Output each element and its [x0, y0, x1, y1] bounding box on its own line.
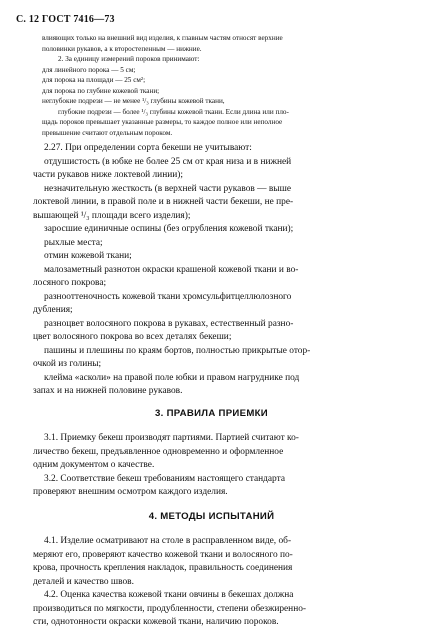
text-line: запах и на нижней половине рукавов.: [33, 386, 183, 396]
text-line: глубокие подрези — более ¹/₃ глубины кожевой ткани. Если длина или пло-: [58, 107, 289, 116]
text-line: малозаметный разнотон окраски крашеной кожевой ткани и во-: [44, 264, 299, 275]
text-line: производиться по мягкости, продубленности, степени обезжиренно-: [33, 603, 307, 614]
text-line: очкой из голины;: [33, 359, 102, 369]
text-line: одним документом о качестве.: [33, 460, 155, 470]
text-line: пашины и плешины по краям бортов, полностью прикрытые отор-: [44, 345, 311, 356]
text-line: для порока по глубине кожевой ткани;: [42, 86, 160, 95]
text-line: клейма «асколи» на правой поле юбки и правом нагруднике под: [44, 372, 300, 383]
text-line: разнооттеночность кожевой ткани хромсульфитцеллюлозного: [44, 291, 292, 302]
text-line: разноцвет волосяного покрова в рукавах, естественный разно-: [44, 318, 294, 329]
text-line: 2. За единицу измерений пороков принимают:: [58, 55, 200, 63]
text-line: цвет волосяного покрова во всех деталях бекеши;: [33, 332, 232, 342]
text-line: проверяют внешним осмотром каждого изделия.: [33, 487, 228, 497]
text-line: половинки рукавов, а к второстепенным — нижние.: [42, 44, 202, 53]
intro-notes: [0, 33, 423, 138]
section-4-body: [0, 535, 423, 630]
text-line: части рукавов ниже локтевой линии);: [33, 170, 183, 180]
text-line: меряют его, проверяют качество кожевой ткани и волосяного по-: [33, 549, 293, 560]
section-3-body: [0, 432, 423, 500]
text-line: вышающей ¹/₃ площади всего изделия);: [33, 210, 191, 221]
text-line: 4.1. Изделие осматривают на столе в расправленном виде, об-: [44, 536, 292, 546]
page-header: С. 12 ГОСТ 7416—73: [16, 14, 115, 25]
text-line: отмин кожевой ткани;: [44, 251, 132, 261]
text-line: неглубокие подрези — не менее ¹/₃ глубины кожевой ткани,: [42, 97, 225, 105]
paragraph-2-27: [0, 142, 423, 399]
section-3-title: 3. ПРАВИЛА ПРИЕМКИ: [155, 408, 268, 419]
text-line: личество бекеш, предъявленное одновременно и оформленное: [33, 446, 284, 457]
text-line: 4.2. Оценка качества кожевой ткани овчины в бекешах должна: [44, 590, 294, 600]
text-line: крова, прочность крепления накладок, правильность соединения: [33, 563, 293, 573]
text-line: сти, однотонности окраски кожевой ткани, наличию пороков.: [33, 617, 279, 627]
text-line: лосяного покрова;: [33, 278, 107, 288]
text-line: локтевой линии, в правой поле и в нижней части бекеши, не пре-: [33, 197, 294, 207]
text-line: влияющих только на внешний вид изделия, к главным частям относят верхние: [42, 34, 283, 42]
text-line: превышение считают отдельным пороком.: [42, 128, 173, 137]
text-line: незначительную жесткость (в верхней части рукавов — выше: [44, 183, 291, 194]
text-line: 3.1. Приемку бекеш производят партиями. Партией считают ко-: [44, 433, 299, 443]
section-4-title: 4. МЕТОДЫ ИСПЫТАНИЙ: [148, 511, 275, 522]
text-line: для линейного порока — 5 см;: [42, 65, 136, 74]
text-line: дубления;: [33, 305, 73, 315]
text-line: щадь пороков превышает указанные размеры, то каждое полное или неполное: [42, 118, 283, 126]
text-line: рыхлые места;: [44, 237, 103, 248]
text-line: отдушистость (в юбке не более 25 см от края низа и в нижней: [44, 156, 292, 167]
text-line: для порока на площади — 25 см²;: [42, 76, 146, 84]
text-line: 2.27. При определении сорта бекеши не учитывают:: [44, 143, 252, 153]
text-line: заросшие единичные оспины (без огрубления кожевой ткани);: [44, 224, 294, 234]
text-line: деталей и качество швов.: [33, 576, 134, 587]
text-line: 3.2. Соответствие бекеш требованиям настоящего стандарта: [44, 473, 285, 484]
